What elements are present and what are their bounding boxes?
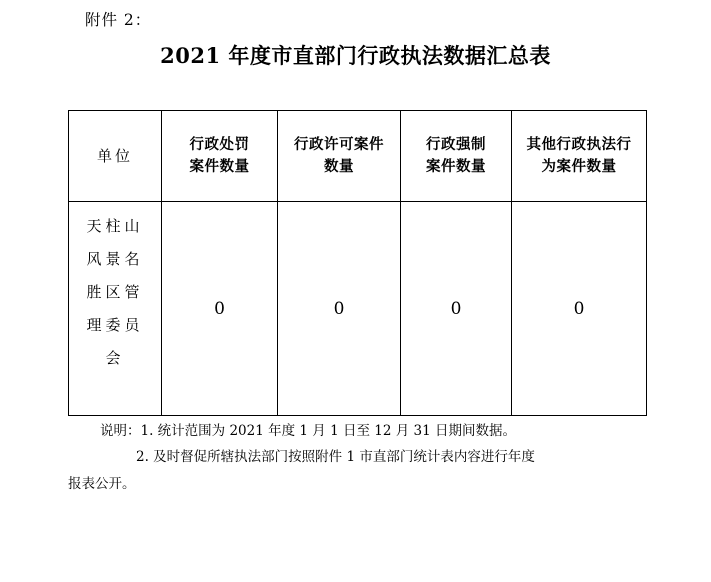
cell-other-count: 0 bbox=[512, 202, 647, 416]
table-body bbox=[69, 202, 647, 416]
cell-license-count: 0 bbox=[278, 202, 401, 416]
note-line-3: 报表公开。 bbox=[68, 475, 136, 492]
page-title: 2021 年度市直部门行政执法数据汇总表 bbox=[160, 43, 551, 68]
cell-penalty-count: 0 bbox=[162, 202, 278, 416]
enforcement-data-table bbox=[68, 110, 647, 416]
attachment-label: 附件 2： bbox=[85, 11, 152, 29]
cell-unit-name: 天柱山风景名胜区管理委员会 bbox=[69, 202, 162, 416]
table-header bbox=[69, 111, 647, 202]
column-header-coercion: 行政强制 案件数量 bbox=[401, 111, 512, 202]
column-header-unit: 单位 bbox=[69, 111, 162, 202]
cell-coercion-count: 0 bbox=[401, 202, 512, 416]
column-header-other: 其他行政执法行 为案件数量 bbox=[512, 111, 647, 202]
table-header-row bbox=[69, 111, 647, 202]
note-line-1: 说明：1. 统计范围为 2021 年度 1 月 1 日至 12 月 31 日期间数据。 bbox=[100, 423, 516, 439]
column-header-license: 行政许可案件 数量 bbox=[278, 111, 401, 202]
table-notes bbox=[68, 418, 648, 497]
column-header-penalty: 行政处罚 案件数量 bbox=[162, 111, 278, 202]
note-line-2: 2. 及时督促所辖执法部门按照附件 1 市直部门统计表内容进行年度 bbox=[136, 449, 535, 466]
table-row bbox=[69, 202, 647, 416]
